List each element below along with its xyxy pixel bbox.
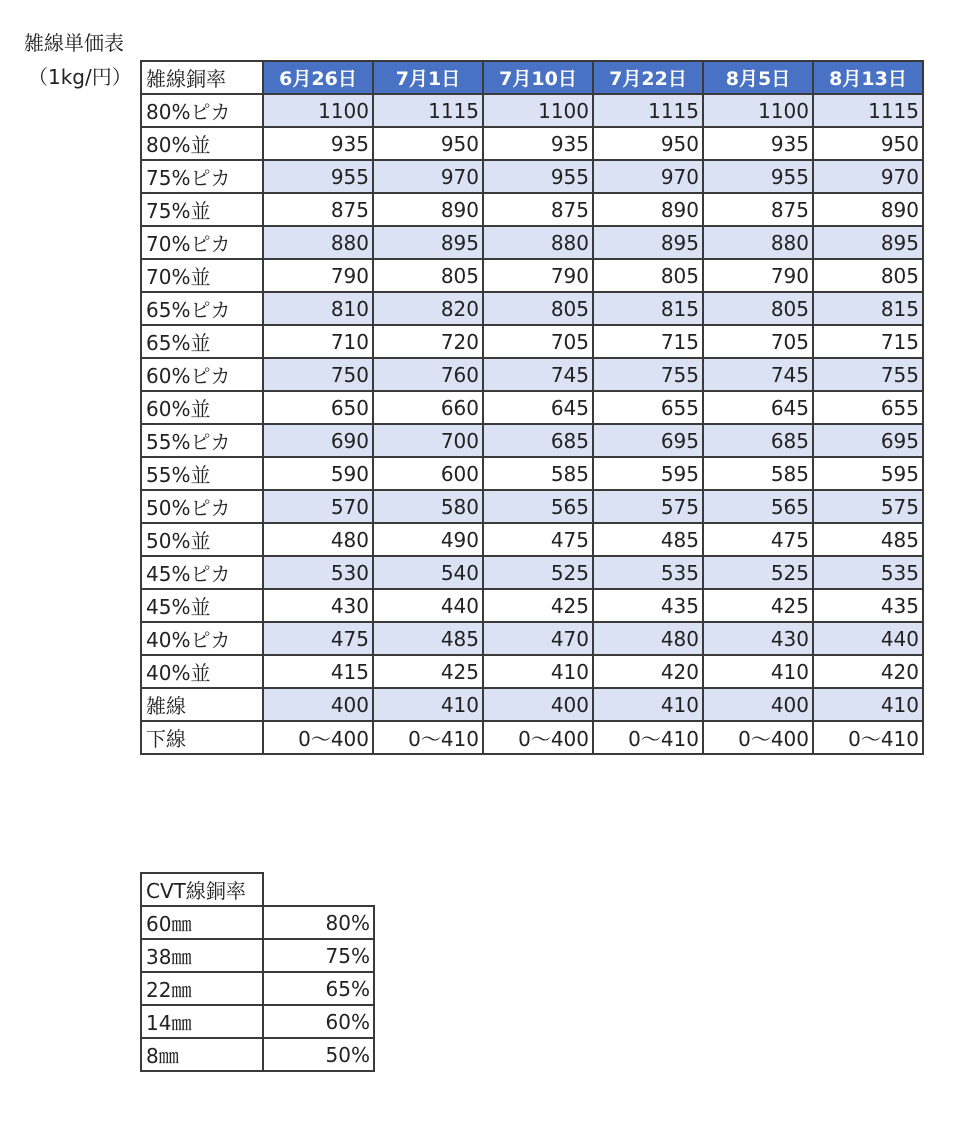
price-cell: 950: [813, 127, 923, 160]
cvt-header-row: [141, 873, 374, 906]
cvt-row: [141, 1038, 374, 1071]
row-label: 50%ピカ: [141, 490, 263, 523]
price-cell: 0～410: [373, 721, 483, 754]
price-cell: 895: [593, 226, 703, 259]
unit-note: （1kg/円）: [28, 65, 132, 89]
price-cell: 755: [593, 358, 703, 391]
price-cell: 935: [483, 127, 593, 160]
price-cell: 425: [703, 589, 813, 622]
price-cell: 400: [483, 688, 593, 721]
price-cell: 585: [483, 457, 593, 490]
table-row: [141, 457, 923, 490]
price-cell: 1100: [703, 94, 813, 127]
price-cell: 790: [703, 259, 813, 292]
price-cell: 540: [373, 556, 483, 589]
price-cell: 875: [703, 193, 813, 226]
price-cell: 580: [373, 490, 483, 523]
price-cell: 410: [373, 688, 483, 721]
price-cell: 715: [593, 325, 703, 358]
table-row: [141, 556, 923, 589]
page-title: 雑線単価表: [24, 31, 124, 55]
price-cell: 490: [373, 523, 483, 556]
price-cell: 875: [263, 193, 373, 226]
cvt-copper-rate: 65%: [263, 972, 374, 1005]
row-label: 50%並: [141, 523, 263, 556]
row-label: 下線: [141, 721, 263, 754]
price-cell: 805: [813, 259, 923, 292]
price-cell: 0～400: [483, 721, 593, 754]
price-cell: 0～400: [703, 721, 813, 754]
price-cell: 815: [813, 292, 923, 325]
table-row: [141, 292, 923, 325]
row-label: 40%ピカ: [141, 622, 263, 655]
row-label: 70%ピカ: [141, 226, 263, 259]
price-cell: 890: [593, 193, 703, 226]
row-label: 45%ピカ: [141, 556, 263, 589]
table-row: [141, 721, 923, 754]
price-cell: 410: [593, 688, 703, 721]
price-cell: 475: [263, 622, 373, 655]
price-cell: 415: [263, 655, 373, 688]
price-cell: 410: [483, 655, 593, 688]
table-row: [141, 391, 923, 424]
price-cell: 790: [263, 259, 373, 292]
row-label: 60%並: [141, 391, 263, 424]
table-row: [141, 424, 923, 457]
price-cell: 480: [263, 523, 373, 556]
table-row: [141, 259, 923, 292]
table-row: [141, 655, 923, 688]
price-cell: 805: [593, 259, 703, 292]
price-cell: 880: [483, 226, 593, 259]
price-cell: 820: [373, 292, 483, 325]
price-cell: 575: [813, 490, 923, 523]
price-cell: 575: [593, 490, 703, 523]
price-cell: 970: [593, 160, 703, 193]
row-label: 80%並: [141, 127, 263, 160]
price-cell: 745: [483, 358, 593, 391]
price-cell: 425: [373, 655, 483, 688]
price-cell: 880: [263, 226, 373, 259]
price-cell: 685: [483, 424, 593, 457]
price-cell: 685: [703, 424, 813, 457]
cvt-row: [141, 906, 374, 939]
price-cell: 970: [813, 160, 923, 193]
price-cell: 475: [483, 523, 593, 556]
price-cell: 895: [813, 226, 923, 259]
price-cell: 880: [703, 226, 813, 259]
row-label: 55%並: [141, 457, 263, 490]
row-label: 70%並: [141, 259, 263, 292]
price-cell: 530: [263, 556, 373, 589]
table-row: [141, 523, 923, 556]
table-row: [141, 127, 923, 160]
row-label: 55%ピカ: [141, 424, 263, 457]
cvt-copper-rate: 60%: [263, 1005, 374, 1038]
row-label: 80%ピカ: [141, 94, 263, 127]
price-cell: 1115: [373, 94, 483, 127]
price-cell: 690: [263, 424, 373, 457]
date-header: 7月10日: [483, 61, 593, 94]
corner-label: 雑線銅率: [141, 61, 263, 94]
cvt-size-label: 60㎜: [141, 906, 263, 939]
price-cell: 430: [703, 622, 813, 655]
price-cell: 565: [703, 490, 813, 523]
cvt-header-empty: [263, 873, 374, 906]
price-cell: 935: [263, 127, 373, 160]
price-cell: 650: [263, 391, 373, 424]
price-cell: 715: [813, 325, 923, 358]
table-row: [141, 226, 923, 259]
cvt-row: [141, 972, 374, 1005]
cvt-size-label: 8㎜: [141, 1038, 263, 1071]
price-cell: 470: [483, 622, 593, 655]
price-cell: 1100: [483, 94, 593, 127]
row-label: 75%ピカ: [141, 160, 263, 193]
row-label: 75%並: [141, 193, 263, 226]
price-cell: 435: [593, 589, 703, 622]
price-cell: 420: [813, 655, 923, 688]
price-cell: 410: [813, 688, 923, 721]
price-cell: 525: [483, 556, 593, 589]
price-cell: 810: [263, 292, 373, 325]
cvt-size-label: 22㎜: [141, 972, 263, 1005]
price-table: [140, 60, 924, 755]
price-cell: 705: [483, 325, 593, 358]
price-cell: 955: [483, 160, 593, 193]
price-cell: 440: [373, 589, 483, 622]
price-cell: 705: [703, 325, 813, 358]
price-cell: 1115: [813, 94, 923, 127]
price-cell: 655: [593, 391, 703, 424]
price-cell: 645: [483, 391, 593, 424]
price-cell: 590: [263, 457, 373, 490]
price-cell: 710: [263, 325, 373, 358]
price-cell: 875: [483, 193, 593, 226]
table-row: [141, 160, 923, 193]
price-cell: 815: [593, 292, 703, 325]
price-cell: 695: [813, 424, 923, 457]
price-cell: 0～410: [593, 721, 703, 754]
table-row: [141, 490, 923, 523]
date-header: 7月1日: [373, 61, 483, 94]
cvt-copper-rate: 80%: [263, 906, 374, 939]
table-row: [141, 622, 923, 655]
price-cell: 805: [703, 292, 813, 325]
price-cell: 410: [703, 655, 813, 688]
price-cell: 955: [703, 160, 813, 193]
price-cell: 400: [263, 688, 373, 721]
price-cell: 565: [483, 490, 593, 523]
price-cell: 475: [703, 523, 813, 556]
table-row: [141, 193, 923, 226]
price-cell: 420: [593, 655, 703, 688]
price-cell: 760: [373, 358, 483, 391]
price-cell: 695: [593, 424, 703, 457]
price-cell: 1115: [593, 94, 703, 127]
price-cell: 950: [373, 127, 483, 160]
price-cell: 595: [813, 457, 923, 490]
table-row: [141, 688, 923, 721]
table-row: [141, 94, 923, 127]
price-cell: 755: [813, 358, 923, 391]
price-cell: 970: [373, 160, 483, 193]
cvt-row: [141, 939, 374, 972]
row-label: 45%並: [141, 589, 263, 622]
table-row: [141, 589, 923, 622]
price-cell: 895: [373, 226, 483, 259]
date-header: 8月13日: [813, 61, 923, 94]
price-cell: 700: [373, 424, 483, 457]
cvt-header-label: CVT線銅率: [141, 873, 263, 906]
table-row: [141, 358, 923, 391]
price-cell: 805: [483, 292, 593, 325]
price-cell: 570: [263, 490, 373, 523]
date-header: 8月5日: [703, 61, 813, 94]
price-cell: 485: [593, 523, 703, 556]
price-cell: 600: [373, 457, 483, 490]
date-header: 7月22日: [593, 61, 703, 94]
row-label: 65%並: [141, 325, 263, 358]
cvt-size-label: 14㎜: [141, 1005, 263, 1038]
price-cell: 585: [703, 457, 813, 490]
price-cell: 485: [373, 622, 483, 655]
price-cell: 750: [263, 358, 373, 391]
price-cell: 720: [373, 325, 483, 358]
price-cell: 745: [703, 358, 813, 391]
cvt-table: [140, 872, 375, 1072]
price-cell: 890: [813, 193, 923, 226]
price-table-header-row: [141, 61, 923, 94]
price-cell: 535: [593, 556, 703, 589]
price-cell: 400: [703, 688, 813, 721]
price-cell: 440: [813, 622, 923, 655]
price-cell: 0～400: [263, 721, 373, 754]
price-cell: 950: [593, 127, 703, 160]
cvt-copper-rate: 75%: [263, 939, 374, 972]
price-cell: 655: [813, 391, 923, 424]
date-header: 6月26日: [263, 61, 373, 94]
cvt-size-label: 38㎜: [141, 939, 263, 972]
price-cell: 645: [703, 391, 813, 424]
table-row: [141, 325, 923, 358]
price-cell: 660: [373, 391, 483, 424]
price-cell: 485: [813, 523, 923, 556]
price-cell: 790: [483, 259, 593, 292]
price-cell: 430: [263, 589, 373, 622]
price-cell: 935: [703, 127, 813, 160]
cvt-row: [141, 1005, 374, 1038]
row-label: 65%ピカ: [141, 292, 263, 325]
price-cell: 435: [813, 589, 923, 622]
cvt-copper-rate: 50%: [263, 1038, 374, 1071]
row-label: 60%ピカ: [141, 358, 263, 391]
price-cell: 535: [813, 556, 923, 589]
price-cell: 0～410: [813, 721, 923, 754]
price-cell: 805: [373, 259, 483, 292]
price-cell: 955: [263, 160, 373, 193]
row-label: 雑線: [141, 688, 263, 721]
price-cell: 525: [703, 556, 813, 589]
price-cell: 480: [593, 622, 703, 655]
price-cell: 1100: [263, 94, 373, 127]
row-label: 40%並: [141, 655, 263, 688]
price-cell: 595: [593, 457, 703, 490]
price-cell: 890: [373, 193, 483, 226]
price-cell: 425: [483, 589, 593, 622]
